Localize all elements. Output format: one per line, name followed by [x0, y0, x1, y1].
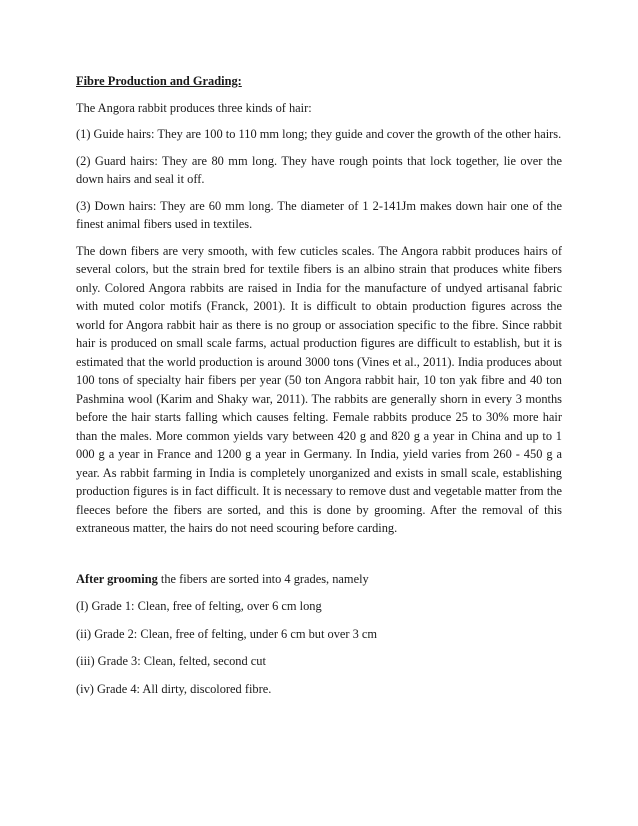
section-heading: Fibre Production and Grading:: [76, 74, 242, 88]
intro-paragraph: The Angora rabbit produces three kinds of hair:: [76, 100, 312, 115]
document-page: [76, 72, 562, 707]
grade-item-2: (ii) Grade 2: Clean, free of felting, under 6 cm but over 3 cm: [76, 626, 378, 641]
grooming-rest: the fibers are sorted into 4 grades, namely: [157, 571, 369, 586]
grooming-lead: After grooming: [76, 571, 158, 586]
grade-item-1: (I) Grade 1: Clean, free of felting, over 6 cm long: [76, 599, 322, 613]
body-paragraph: The down fibers are very smooth, with few cuticles scales. The Angora rabbit produces hairs of several colors, but the strain bred for textile fibers is an albino strain that produces white fibers only. Colored Angora rabbits are raised in India for the manufacture of undyed artisanal fabric with muted color motifs (Franck, 2001). It is difficult to obtain production figures across the world for Angora rabbit hair as there is no group or association specific to the fibre. Since rabbit hair is produced on small scale farms, actual production figures are difficult to establish, but it is estimated that the world production is around 3000 tons (Vines et al., 2011). India produces about 100 tons of specialty hair fibers per year (50 ton Angora rabbit hair, 10 ton yak fibre and 40 ton Pashmina wool (Karim and Shaky war, 2011). The rabbits are generally shorn in every 3 months before the hair starts falling which causes felting. Female rabbits produce 25 to 30% more hair than the males. More common yields vary between 420 g and 820 g a year in China and up to 1 000 g a year in France and 1200 g a year in Germany. In India, yield varies from 260 - 450 g a year. As rabbit farming in India is completely unorganized and exists in small scale, establishing production figures is in fact difficult. It is necessary to remove dust and vegetable matter from the fleeces before the fibers are sorted, and this is done by grooming. After the removal of this extraneous matter, the hairs do not need scouring before carding.: [76, 243, 562, 535]
grade-item-4: (iv) Grade 4: All dirty, discolored fibre.: [76, 681, 272, 696]
hair-type-down: (3) Down hairs: They are 60 mm long. The diameter of 1 2-141Jm makes down hair one of the finest animal fibers used in textiles.: [76, 198, 562, 231]
grade-item-3: (iii) Grade 3: Clean, felted, second cut: [76, 654, 266, 668]
grooming-paragraph: [76, 570, 562, 589]
hair-type-guide: (1) Guide hairs: They are 100 to 110 mm long; they guide and cover the growth of the other hairs.: [76, 127, 562, 141]
hair-type-guard: (2) Guard hairs: They are 80 mm long. They have rough points that lock together, lie over the down hairs and seal it off.: [76, 153, 562, 186]
